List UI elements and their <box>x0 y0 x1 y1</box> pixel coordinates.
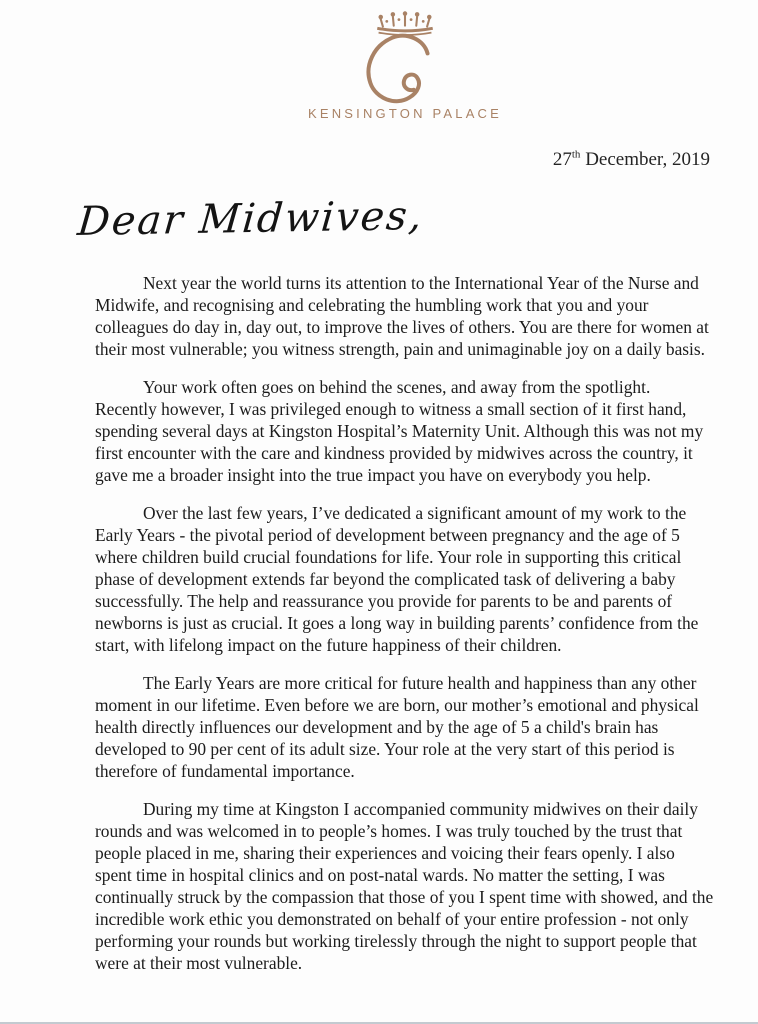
paragraph-1: Next year the world turns its attention to the International Year of the Nurse and Midwife, and recognising and celebrating the humbling work that you and your colleagues do day in, day out, to improve the lives of others. You are there for women at their most vulnerable; you witness strength, pain and unimaginable joy on a daily basis. <box>95 273 709 359</box>
salutation-handwritten: Dear Midwives, <box>75 192 426 246</box>
paragraph-5: During my time at Kingston I accompanied community midwives on their daily rounds and was welcomed in to people’s homes. I was truly touched by the trust that people placed in me, sharing their experiences and voicing their fears openly. I also spent time in hospital clinics and on post-natal wards. No matter the setting, I was continually struck by the compassion that those of you I spent time with showed, and the incredible work ethic you demonstrated on behalf of your entire profession - not only performing your rounds but working tirelessly through the night to support people that were at their most vulnerable. <box>95 799 714 973</box>
letter-body <box>95 272 715 990</box>
paragraph-3: Over the last few years, I’ve dedicated a significant amount of my work to the Early Years - the pivotal period of development between pregnancy and the age of 5 where children build crucial foundations for life. Your role in supporting this critical phase of development extends far beyond the complicated task of delivering a baby successfully. The help and reassurance you provide for parents to be and parents of newborns is just as crucial. It goes a long way in building parents’ confidence from the start, with lifelong impact on the future happiness of their children. <box>95 503 699 655</box>
date-day: 27 <box>552 149 572 170</box>
monogram-c-stroke <box>369 36 428 101</box>
crown-monogram-icon <box>353 8 457 104</box>
date-rest: December, 2019 <box>580 149 710 170</box>
paragraph-2: Your work often goes on behind the scenes, and away from the spotlight. Recently however, I was privileged enough to witness a small section of it first hand, spending several days at Kingston Hospital’s Maternity Unit. Although this was not my first encounter with the care and kindness provided by midwives across the country, it gave me a broader insight into the true impact you have on everybody you help. <box>95 377 704 485</box>
letterhead <box>26 8 758 121</box>
date-line <box>553 149 710 171</box>
letterhead-org-name: KENSINGTON PALACE <box>307 106 503 121</box>
date-ordinal: th <box>571 148 581 161</box>
paragraph-4: The Early Years are more critical for future health and happiness than any other moment in our lifetime. Even before we are born, our mother’s emotional and physical health directly influences our development and by the age of 5 a child's brain has developed to 90 per cent of its adult size. Your role at the very start of this period is therefore of fundamental importance. <box>95 673 699 781</box>
